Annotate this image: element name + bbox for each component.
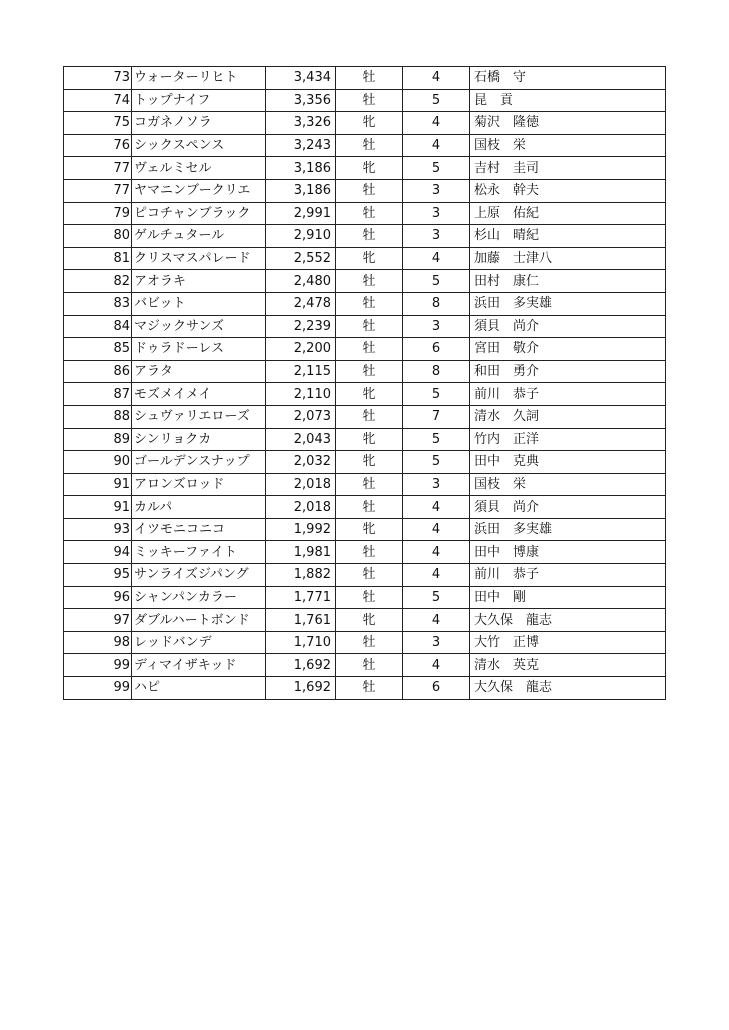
trainer-cell: 石橋 守 (470, 67, 666, 90)
table-body (64, 67, 666, 700)
table-row (64, 428, 666, 451)
horse-name-cell: シャンパンカラー (132, 586, 266, 609)
age-cell: 4 (403, 134, 470, 157)
age-cell: 3 (403, 202, 470, 225)
prize-money-cell: 3,326 (266, 112, 336, 135)
rank-cell: 73 (64, 67, 132, 90)
prize-money-cell: 2,478 (266, 292, 336, 315)
sex-cell: 牡 (336, 677, 403, 700)
horse-name-cell: バビット (132, 292, 266, 315)
trainer-cell: 田中 剛 (470, 586, 666, 609)
prize-money-cell: 2,073 (266, 405, 336, 428)
horse-name-cell: モズメイメイ (132, 383, 266, 406)
table-row (64, 292, 666, 315)
age-cell: 3 (403, 179, 470, 202)
prize-money-cell: 3,243 (266, 134, 336, 157)
horse-name-cell: アラタ (132, 360, 266, 383)
rank-cell: 83 (64, 292, 132, 315)
rank-cell: 81 (64, 247, 132, 270)
trainer-cell: 加藤 士津八 (470, 247, 666, 270)
table-row (64, 564, 666, 587)
prize-money-cell: 2,239 (266, 315, 336, 338)
rank-cell: 99 (64, 654, 132, 677)
table-row (64, 134, 666, 157)
trainer-cell: 杉山 晴紀 (470, 225, 666, 248)
trainer-cell: 大久保 龍志 (470, 609, 666, 632)
trainer-cell: 和田 勇介 (470, 360, 666, 383)
trainer-cell: 国枝 栄 (470, 473, 666, 496)
trainer-cell: 国枝 栄 (470, 134, 666, 157)
rank-cell: 75 (64, 112, 132, 135)
trainer-cell: 大竹 正博 (470, 631, 666, 654)
prize-money-cell: 3,186 (266, 157, 336, 180)
prize-money-cell: 1,992 (266, 518, 336, 541)
age-cell: 4 (403, 496, 470, 519)
table-row (64, 179, 666, 202)
rank-cell: 91 (64, 496, 132, 519)
table-row (64, 451, 666, 474)
sex-cell: 牡 (336, 225, 403, 248)
prize-money-cell: 2,910 (266, 225, 336, 248)
age-cell: 5 (403, 89, 470, 112)
sex-cell: 牡 (336, 473, 403, 496)
rank-cell: 87 (64, 383, 132, 406)
rank-cell: 74 (64, 89, 132, 112)
sex-cell: 牡 (336, 134, 403, 157)
prize-money-cell: 2,018 (266, 473, 336, 496)
trainer-cell: 吉村 圭司 (470, 157, 666, 180)
prize-money-cell: 1,882 (266, 564, 336, 587)
table-row (64, 247, 666, 270)
sex-cell: 牡 (336, 270, 403, 293)
sex-cell: 牝 (336, 451, 403, 474)
horse-name-cell: ダブルハートボンド (132, 609, 266, 632)
sex-cell: 牝 (336, 383, 403, 406)
rank-cell: 91 (64, 473, 132, 496)
prize-money-cell: 2,115 (266, 360, 336, 383)
table-row (64, 631, 666, 654)
prize-money-cell: 1,981 (266, 541, 336, 564)
table-row (64, 677, 666, 700)
age-cell: 3 (403, 315, 470, 338)
horse-name-cell: シュヴァリエローズ (132, 405, 266, 428)
table-row (64, 157, 666, 180)
prize-money-cell: 1,771 (266, 586, 336, 609)
age-cell: 5 (403, 383, 470, 406)
horse-name-cell: アロンズロッド (132, 473, 266, 496)
sex-cell: 牝 (336, 428, 403, 451)
prize-money-cell: 3,434 (266, 67, 336, 90)
sex-cell: 牡 (336, 179, 403, 202)
sex-cell: 牡 (336, 405, 403, 428)
prize-ranking-table (63, 66, 666, 700)
sex-cell: 牡 (336, 202, 403, 225)
prize-money-cell: 3,186 (266, 179, 336, 202)
table-row (64, 112, 666, 135)
horse-name-cell: シンリョクカ (132, 428, 266, 451)
table-row (64, 586, 666, 609)
horse-name-cell: マジックサンズ (132, 315, 266, 338)
age-cell: 4 (403, 112, 470, 135)
table-row (64, 338, 666, 361)
age-cell: 4 (403, 541, 470, 564)
sex-cell: 牝 (336, 112, 403, 135)
sex-cell: 牡 (336, 292, 403, 315)
age-cell: 4 (403, 609, 470, 632)
prize-money-cell: 1,692 (266, 654, 336, 677)
table-row (64, 473, 666, 496)
sex-cell: 牡 (336, 67, 403, 90)
horse-name-cell: ハピ (132, 677, 266, 700)
age-cell: 5 (403, 270, 470, 293)
table-row (64, 89, 666, 112)
trainer-cell: 須貝 尚介 (470, 496, 666, 519)
prize-money-cell: 3,356 (266, 89, 336, 112)
prize-money-cell: 2,110 (266, 383, 336, 406)
rank-cell: 80 (64, 225, 132, 248)
rank-cell: 99 (64, 677, 132, 700)
sex-cell: 牡 (336, 89, 403, 112)
horse-name-cell: ヤマニンブークリエ (132, 179, 266, 202)
table-row (64, 360, 666, 383)
horse-name-cell: ディマイザキッド (132, 654, 266, 677)
horse-name-cell: ピコチャンブラック (132, 202, 266, 225)
trainer-cell: 竹内 正洋 (470, 428, 666, 451)
rank-cell: 84 (64, 315, 132, 338)
trainer-cell: 菊沢 隆徳 (470, 112, 666, 135)
table-row (64, 405, 666, 428)
age-cell: 4 (403, 67, 470, 90)
sex-cell: 牝 (336, 247, 403, 270)
rank-cell: 76 (64, 134, 132, 157)
horse-name-cell: アオラキ (132, 270, 266, 293)
age-cell: 8 (403, 292, 470, 315)
horse-name-cell: ゲルチュタール (132, 225, 266, 248)
sex-cell: 牡 (336, 360, 403, 383)
rank-cell: 95 (64, 564, 132, 587)
rank-cell: 86 (64, 360, 132, 383)
sex-cell: 牡 (336, 654, 403, 677)
age-cell: 6 (403, 677, 470, 700)
trainer-cell: 浜田 多実雄 (470, 518, 666, 541)
sex-cell: 牝 (336, 518, 403, 541)
horse-name-cell: サンライズジパング (132, 564, 266, 587)
ranking-sheet (63, 66, 665, 700)
horse-name-cell: トップナイフ (132, 89, 266, 112)
table-row (64, 225, 666, 248)
horse-name-cell: カルパ (132, 496, 266, 519)
horse-name-cell: レッドバンデ (132, 631, 266, 654)
prize-money-cell: 1,692 (266, 677, 336, 700)
trainer-cell: 前川 恭子 (470, 383, 666, 406)
sex-cell: 牝 (336, 157, 403, 180)
prize-money-cell: 2,032 (266, 451, 336, 474)
table-row (64, 67, 666, 90)
sex-cell: 牡 (336, 338, 403, 361)
age-cell: 7 (403, 405, 470, 428)
trainer-cell: 前川 恭子 (470, 564, 666, 587)
horse-name-cell: クリスマスパレード (132, 247, 266, 270)
rank-cell: 77 (64, 179, 132, 202)
rank-cell: 97 (64, 609, 132, 632)
age-cell: 4 (403, 518, 470, 541)
rank-cell: 96 (64, 586, 132, 609)
horse-name-cell: ミッキーファイト (132, 541, 266, 564)
table-row (64, 496, 666, 519)
rank-cell: 85 (64, 338, 132, 361)
sex-cell: 牡 (336, 564, 403, 587)
horse-name-cell: ドゥラドーレス (132, 338, 266, 361)
table-row (64, 383, 666, 406)
sex-cell: 牡 (336, 541, 403, 564)
rank-cell: 98 (64, 631, 132, 654)
trainer-cell: 田村 康仁 (470, 270, 666, 293)
age-cell: 6 (403, 338, 470, 361)
trainer-cell: 田中 博康 (470, 541, 666, 564)
rank-cell: 77 (64, 157, 132, 180)
trainer-cell: 大久保 龍志 (470, 677, 666, 700)
trainer-cell: 浜田 多実雄 (470, 292, 666, 315)
rank-cell: 88 (64, 405, 132, 428)
rank-cell: 82 (64, 270, 132, 293)
age-cell: 5 (403, 586, 470, 609)
rank-cell: 89 (64, 428, 132, 451)
trainer-cell: 田中 克典 (470, 451, 666, 474)
age-cell: 3 (403, 225, 470, 248)
age-cell: 4 (403, 654, 470, 677)
rank-cell: 90 (64, 451, 132, 474)
prize-money-cell: 2,018 (266, 496, 336, 519)
age-cell: 4 (403, 564, 470, 587)
prize-money-cell: 2,200 (266, 338, 336, 361)
rank-cell: 94 (64, 541, 132, 564)
trainer-cell: 須貝 尚介 (470, 315, 666, 338)
prize-money-cell: 2,552 (266, 247, 336, 270)
trainer-cell: 松永 幹夫 (470, 179, 666, 202)
age-cell: 3 (403, 631, 470, 654)
trainer-cell: 昆 貢 (470, 89, 666, 112)
table-row (64, 202, 666, 225)
prize-money-cell: 1,710 (266, 631, 336, 654)
table-row (64, 654, 666, 677)
horse-name-cell: ウォーターリヒト (132, 67, 266, 90)
sex-cell: 牡 (336, 631, 403, 654)
age-cell: 4 (403, 247, 470, 270)
horse-name-cell: ゴールデンスナップ (132, 451, 266, 474)
age-cell: 5 (403, 451, 470, 474)
table-row (64, 518, 666, 541)
prize-money-cell: 1,761 (266, 609, 336, 632)
horse-name-cell: シックスペンス (132, 134, 266, 157)
age-cell: 5 (403, 428, 470, 451)
trainer-cell: 清水 英克 (470, 654, 666, 677)
horse-name-cell: イツモニコニコ (132, 518, 266, 541)
prize-money-cell: 2,043 (266, 428, 336, 451)
prize-money-cell: 2,480 (266, 270, 336, 293)
table-row (64, 315, 666, 338)
age-cell: 5 (403, 157, 470, 180)
prize-money-cell: 2,991 (266, 202, 336, 225)
table-row (64, 270, 666, 293)
age-cell: 8 (403, 360, 470, 383)
sex-cell: 牝 (336, 609, 403, 632)
sex-cell: 牡 (336, 586, 403, 609)
trainer-cell: 宮田 敬介 (470, 338, 666, 361)
horse-name-cell: コガネノソラ (132, 112, 266, 135)
horse-name-cell: ヴェルミセル (132, 157, 266, 180)
age-cell: 3 (403, 473, 470, 496)
rank-cell: 93 (64, 518, 132, 541)
sex-cell: 牡 (336, 315, 403, 338)
trainer-cell: 上原 佑紀 (470, 202, 666, 225)
table-row (64, 541, 666, 564)
rank-cell: 79 (64, 202, 132, 225)
table-row (64, 609, 666, 632)
sex-cell: 牡 (336, 496, 403, 519)
trainer-cell: 清水 久詞 (470, 405, 666, 428)
